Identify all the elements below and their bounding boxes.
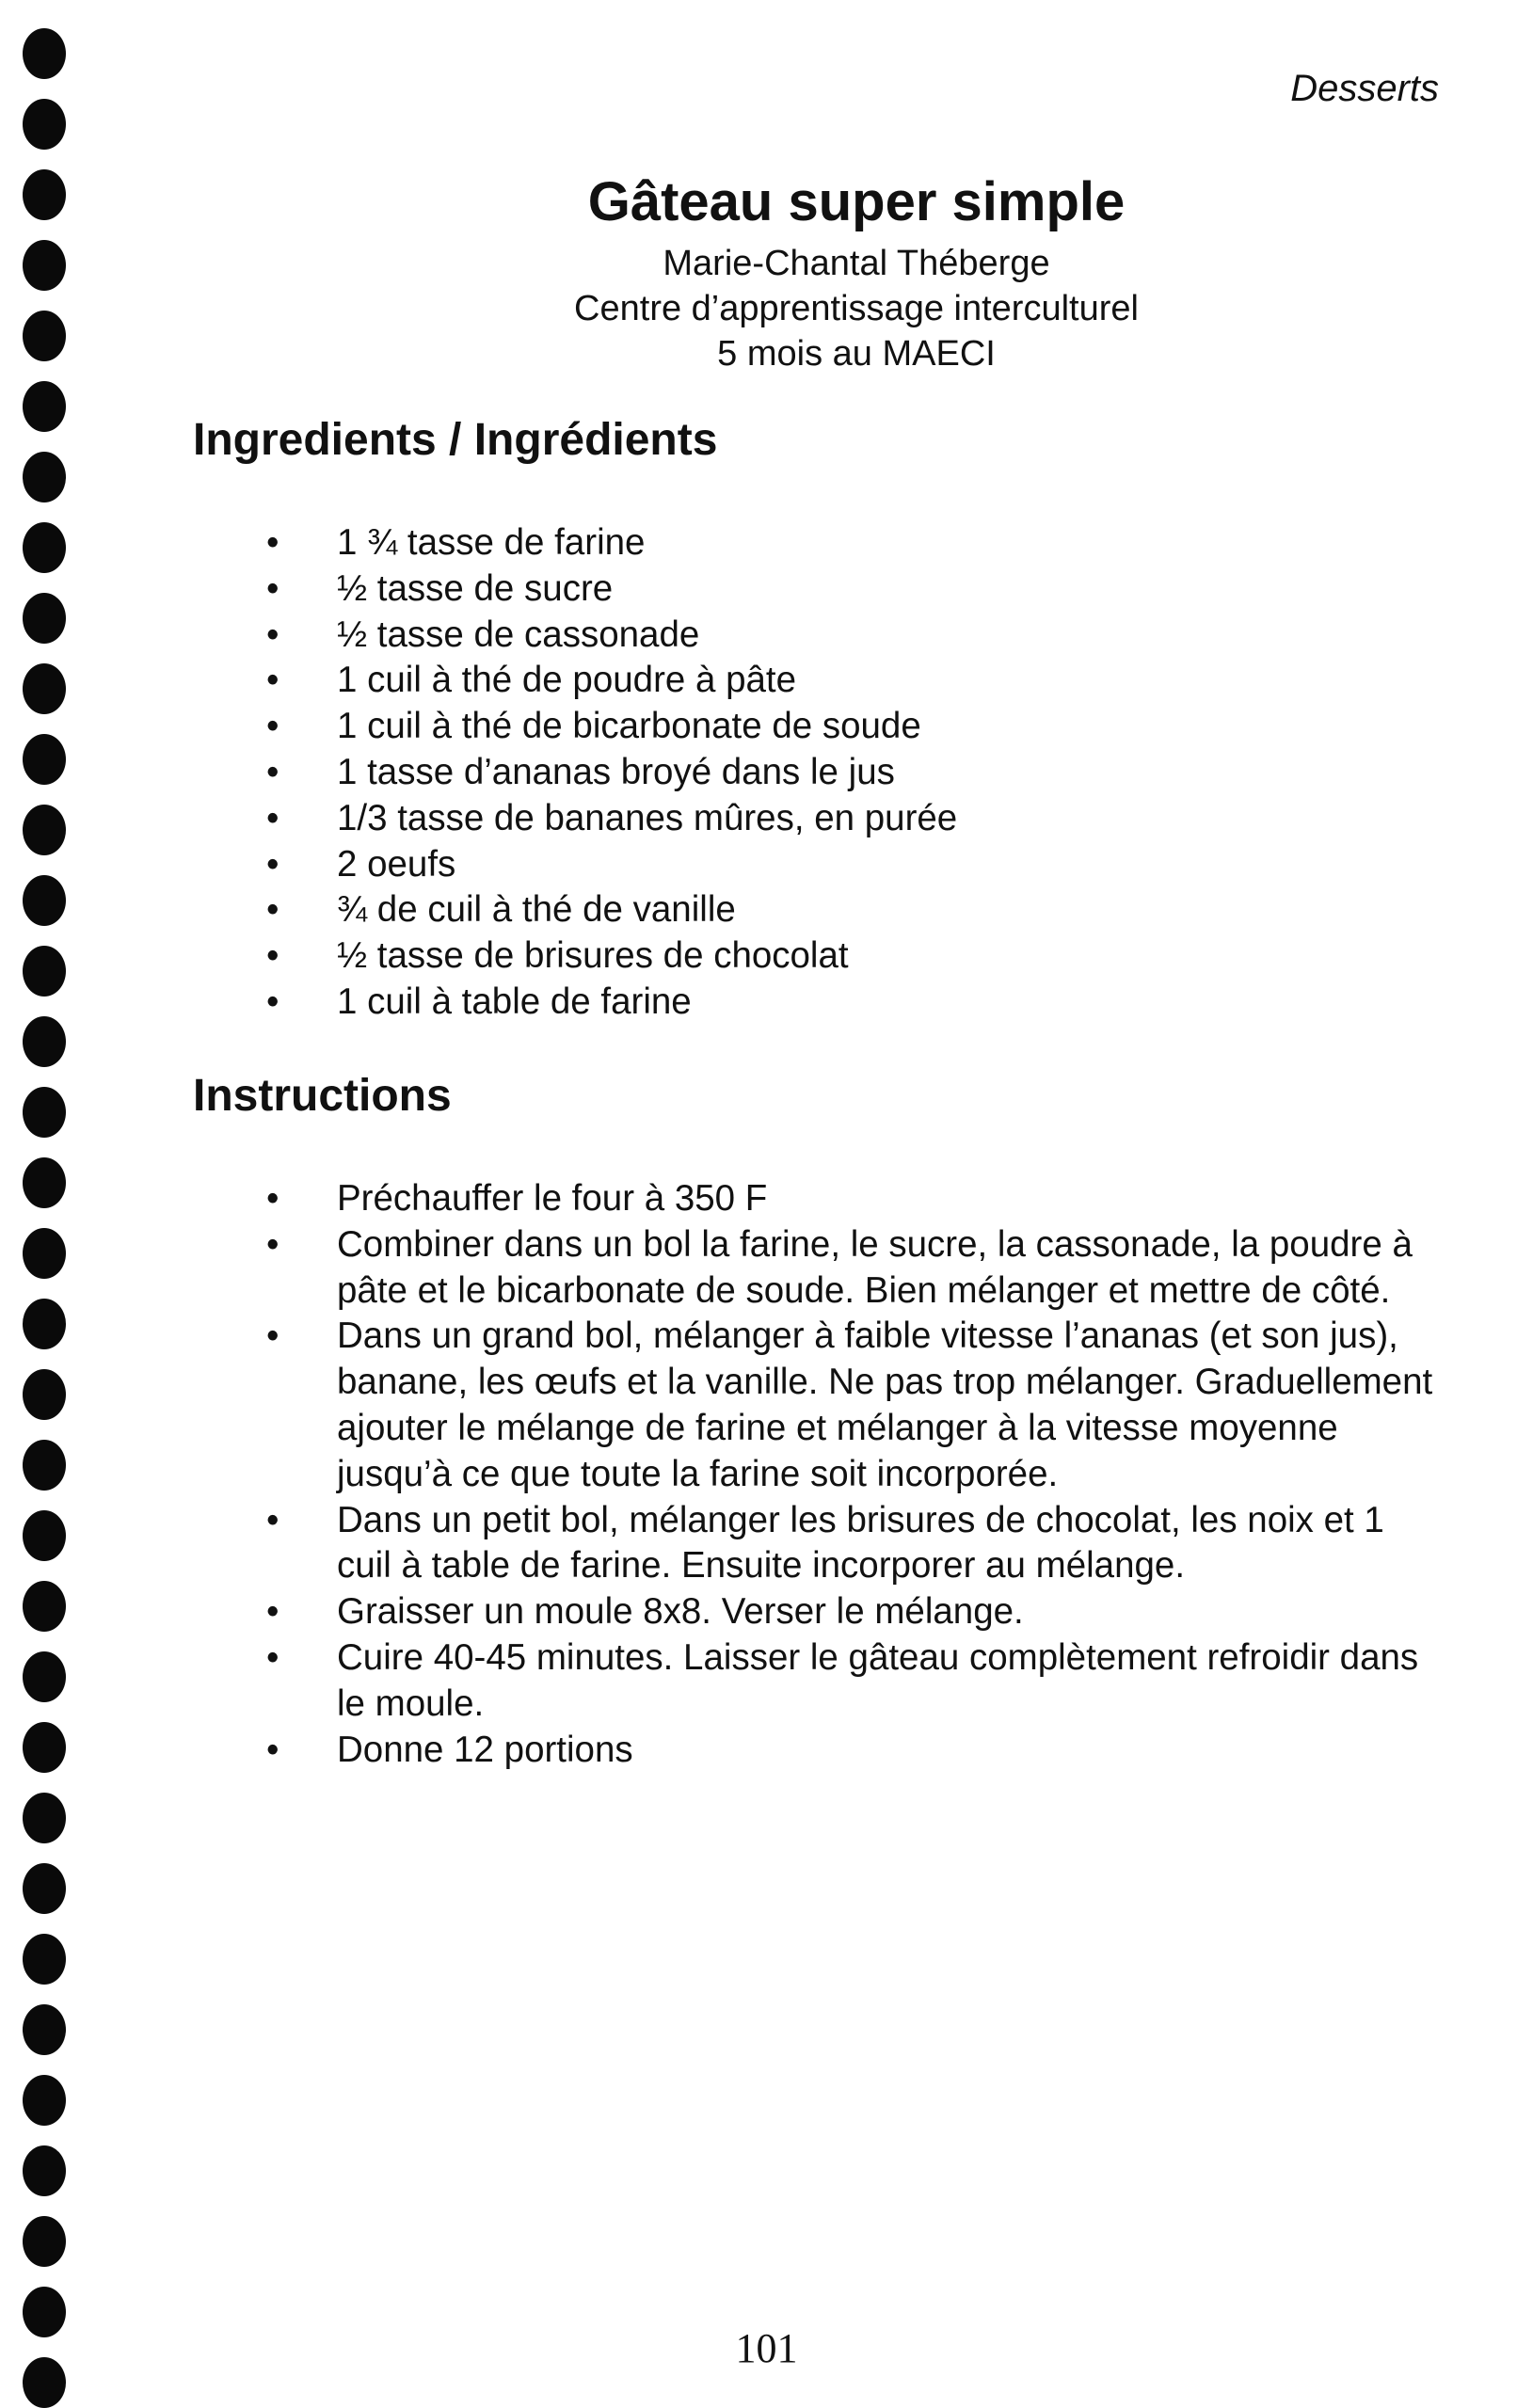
bullet-icon: • [266,1591,279,1633]
ingredients-heading: Ingredients / Ingrédients [193,415,718,465]
binding-hole-icon [23,99,66,150]
instructions-heading: Instructions [193,1071,452,1121]
ingredient-item [0,842,1533,888]
ingredient-item [0,750,1533,796]
ingredient-item [0,520,1533,566]
ingredient-text: 1 cuil à thé de poudre à pâte [337,660,797,701]
binding-hole-icon [23,169,66,220]
instruction-step [0,1222,1533,1315]
binding-hole-icon [23,311,66,361]
ingredient-text: 1 cuil à thé de bicarbonate de soude [337,706,921,747]
ingredient-text: 2 oeufs [337,843,456,885]
binding-hole-icon [23,2004,66,2055]
binding-hole-icon [23,452,66,502]
bullet-icon: • [266,1636,279,1678]
binding-hole-icon [23,2216,66,2267]
binding-hole-icon [23,240,66,291]
bullet-icon: • [266,660,279,701]
bullet-icon: • [266,614,279,655]
instruction-step [0,1635,1533,1728]
binding-hole-icon [23,1087,66,1138]
recipe-organization: Centre d’apprentissage interculturel [574,289,1139,328]
ingredient-text: ½ tasse de cassonade [337,614,700,655]
page-number: 101 [735,2325,798,2371]
bullet-icon: • [266,1316,279,1357]
bullet-icon: • [266,1499,279,1540]
ingredient-text: ½ tasse de sucre [337,567,614,609]
ingredient-text: ½ tasse de brisures de chocolat [337,935,849,977]
instruction-step [0,1176,1533,1222]
section-label: Desserts [1290,68,1439,109]
bullet-icon: • [266,522,279,563]
ingredient-item [0,796,1533,842]
instruction-text: Cuire 40-45 minutes. Laisser le gâteau complètement refroidir dans le moule. [337,1636,1419,1724]
instruction-step [0,1498,1533,1590]
bullet-icon: • [266,797,279,838]
ingredient-text: ¾ de cuil à thé de vanille [337,889,736,931]
binding-hole-icon [23,381,66,432]
recipe-note: 5 mois au MAECI [717,334,996,374]
bullet-icon: • [266,1729,279,1770]
instruction-text: Donne 12 portions [337,1729,633,1770]
binding-hole-icon [23,1934,66,1985]
binding-hole-icon [23,1863,66,1914]
ingredient-item [0,933,1533,980]
bullet-icon: • [266,706,279,747]
bullet-icon: • [266,1178,279,1219]
instruction-text: Combiner dans un bol la farine, le sucre, la cassonade, la poudre à pâte et le bicarbonate de soude. Bien mélanger et mettre de côté. [337,1223,1413,1311]
bullet-icon: • [266,843,279,885]
instruction-text: Graisser un moule 8x8. Verser le mélange. [337,1591,1024,1633]
recipe-header [414,169,1299,376]
instruction-step [0,1314,1533,1497]
ingredient-item [0,566,1533,613]
instruction-text: Dans un grand bol, mélanger à faible vitesse l’ananas (et son jus), banane, les œufs et la vanille. Ne pas trop mélanger. Graduellement ajouter le mélange de farine et mélanger à la vitesse moyenne jusqu’à ce que toute la farine soit incorporée. [337,1316,1433,1494]
recipe-author: Marie-Chantal Théberge [663,244,1050,283]
ingredient-item [0,704,1533,750]
instruction-text: Dans un petit bol, mélanger les brisures de chocolat, les noix et 1 cuil à table de farine. Ensuite incorporer au mélange. [337,1499,1384,1587]
bullet-icon: • [266,889,279,931]
ingredient-text: 1/3 tasse de bananes mûres, en purée [337,797,958,838]
bullet-icon: • [266,981,279,1022]
instruction-text: Préchauffer le four à 350 F [337,1178,768,1219]
bullet-icon: • [266,935,279,977]
ingredient-item [0,658,1533,704]
bullet-icon: • [266,751,279,792]
ingredient-item [0,980,1533,1026]
ingredient-text: 1 ¾ tasse de farine [337,522,646,563]
binding-hole-icon [23,28,66,79]
recipe-title: Gâteau super simple [587,171,1126,232]
instruction-step [0,1728,1533,1774]
ingredient-item [0,613,1533,659]
ingredients-list [0,520,1533,1026]
bullet-icon: • [266,567,279,609]
instruction-step [0,1589,1533,1635]
binding-hole-icon [23,2075,66,2126]
bullet-icon: • [266,1223,279,1265]
ingredient-text: 1 cuil à table de farine [337,981,692,1022]
ingredient-text: 1 tasse d’ananas broyé dans le jus [337,751,895,792]
instructions-list [0,1176,1533,1773]
binding-hole-icon [23,1793,66,1843]
ingredient-item [0,887,1533,933]
binding-hole-icon [23,2145,66,2196]
